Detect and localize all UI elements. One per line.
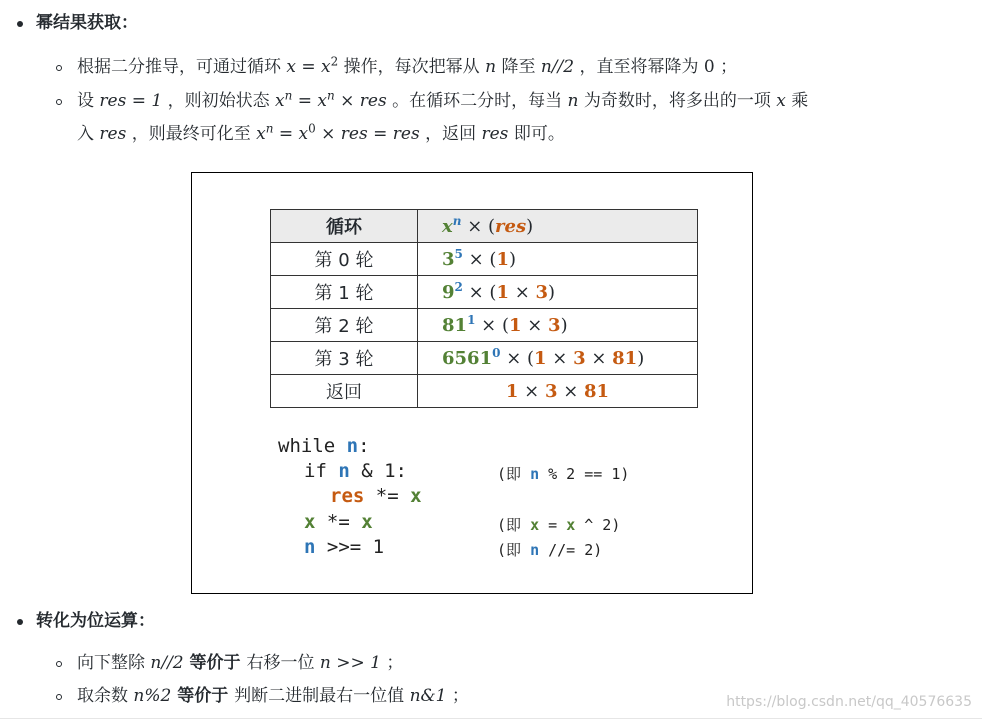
paragraph-shift: 向下整除 n//2 等价于 右移一位 n >> 1 ； [77, 653, 404, 673]
table-row [271, 276, 698, 309]
round-expression: $6561^0 \times (1 \times 3 \times 81)$ [418, 342, 698, 375]
round-expression: $3^5 \times (1)$ [418, 243, 698, 276]
paragraph-and: 取余数 n%2 等价于 判断二进制最右一位值 n&1 ； [77, 686, 469, 706]
round-label: 第 2 轮 [271, 309, 418, 342]
code-line-if: if n & 1: [304, 460, 407, 482]
round-label: 第 1 轮 [271, 276, 418, 309]
table-row [271, 309, 698, 342]
table-row [271, 243, 698, 276]
bullet [17, 619, 23, 625]
round-expression: $9^2 \times (1 \times 3)$ [418, 276, 698, 309]
watermark: https://blog.csdn.net/qq_40576635 [726, 694, 972, 710]
paragraph-res-init: 设 res = 1 ，则初始状态 $x^n = x^n$ × res 。在循环二分时，每当 n 为奇数时，将多出的一项 x 乘 [77, 88, 809, 111]
bullet [17, 21, 23, 27]
loop-table [270, 209, 698, 408]
code-comment-if: (即 n % 2 == 1) [497, 465, 630, 483]
paragraph-res-init-cont: 入 res ，则最终可化至 $x^n = x^0$ × res = res ，返回 res 即可。 [77, 121, 565, 144]
code-line-res: res *= x [330, 485, 422, 507]
sub-bullet [56, 65, 62, 71]
code-line-while: while n: [278, 435, 370, 457]
section-heading-bitwise: 转化为位运算： [36, 611, 155, 631]
divider [0, 718, 982, 719]
code-line-square: x *= x [304, 511, 373, 533]
illustration-figure [191, 172, 753, 594]
code-line-shift: n >>= 1 [304, 536, 385, 558]
paragraph-binary-derivation: 根据二分推导，可通过循环 $x = x^2$ 操作，每次把幂从 n 降至 n//2 ，直至将幂降为 0 ； [77, 54, 738, 77]
table-header-row [271, 210, 698, 243]
header-expression: $x^n \times (res)$ [418, 210, 698, 243]
section-heading-power-result: 幂结果获取： [36, 13, 138, 33]
round-label: 第 3 轮 [271, 342, 418, 375]
table-row-return [271, 375, 698, 408]
return-expression: 1 × 3 × 81 [418, 375, 698, 408]
sub-bullet [56, 661, 62, 667]
sub-bullet [56, 694, 62, 700]
header-loop: 循环 [271, 210, 418, 243]
code-comment-shift: (即 n //= 2) [497, 541, 603, 559]
code-comment-square: (即 x = x ^ 2) [497, 516, 621, 534]
return-label: 返回 [271, 375, 418, 408]
sub-bullet [56, 99, 62, 105]
round-label: 第 0 轮 [271, 243, 418, 276]
round-expression: $81^1 \times (1 \times 3)$ [418, 309, 698, 342]
table-row [271, 342, 698, 375]
